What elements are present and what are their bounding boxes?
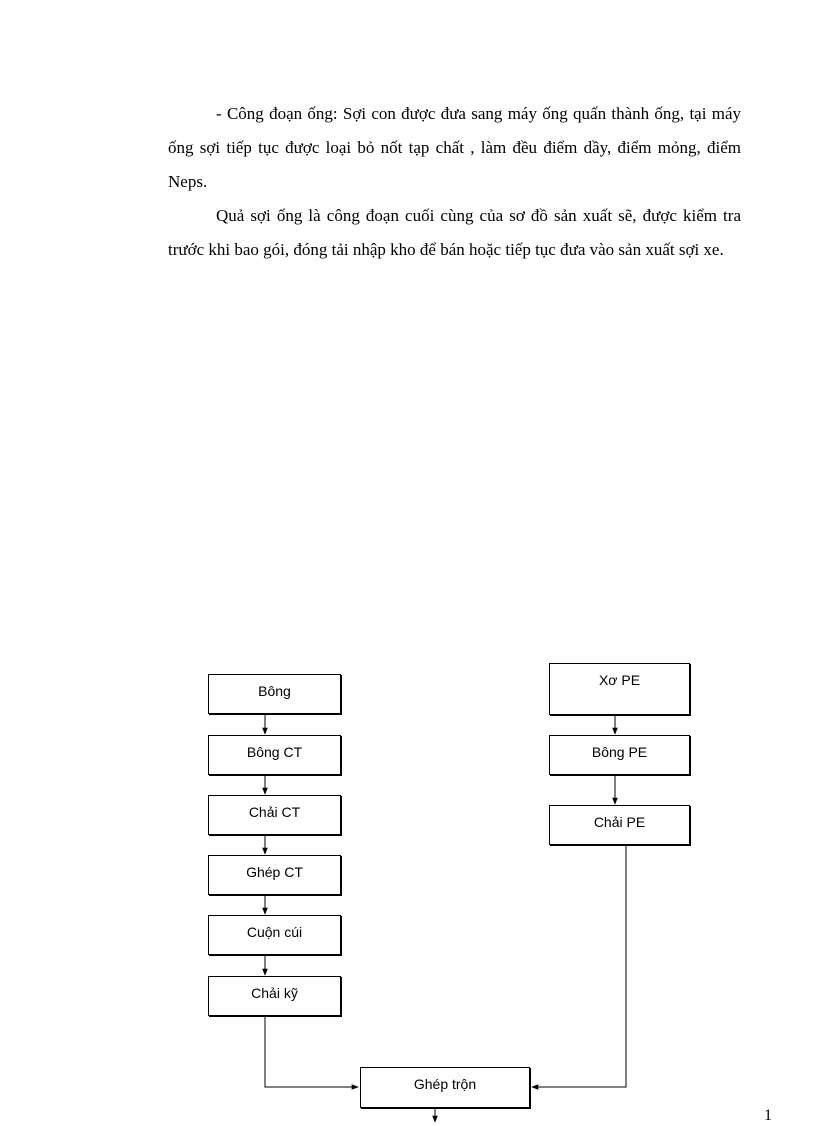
flow-box-xo-pe: Xơ PE [549,663,690,715]
paragraph-winding-stage: - Công đoạn ống: Sợi con được đưa sang máy ống quấn thành ống, tại máy ống sợi tiếp tục được loại bỏ nốt tạp chất , làm đều điểm dầy, điểm mỏng, điểm Neps. [168,104,741,191]
arrow-chai-ky-to-ghep-tron [265,1016,358,1087]
page-number: 1 [764,1107,772,1124]
flow-box-ghep-tron: Ghép trộn [360,1067,530,1108]
flow-box-chai-ky: Chải kỹ [208,976,341,1016]
flow-box-cuon-cui: Cuộn cúi [208,915,341,955]
flow-box-ghep-ct: Ghép CT [208,855,341,895]
flow-box-bong-pe: Bông PE [549,735,690,775]
flow-box-chai-ct: Chải CT [208,795,341,835]
paragraph-final-stage: Quả sợi ống là công đoạn cuối cùng của sơ đồ sản xuất sẽ, được kiểm tra trước khi bao gói, đóng tải nhập kho để bán hoặc tiếp tục đưa vào sản xuất sợi xe. [168,206,741,259]
flow-box-bong-ct: Bông CT [208,735,341,775]
arrow-chai-pe-to-ghep-tron [532,846,626,1087]
flow-box-bong: Bông [208,674,341,714]
flow-box-chai-pe: Chải PE [549,805,690,845]
